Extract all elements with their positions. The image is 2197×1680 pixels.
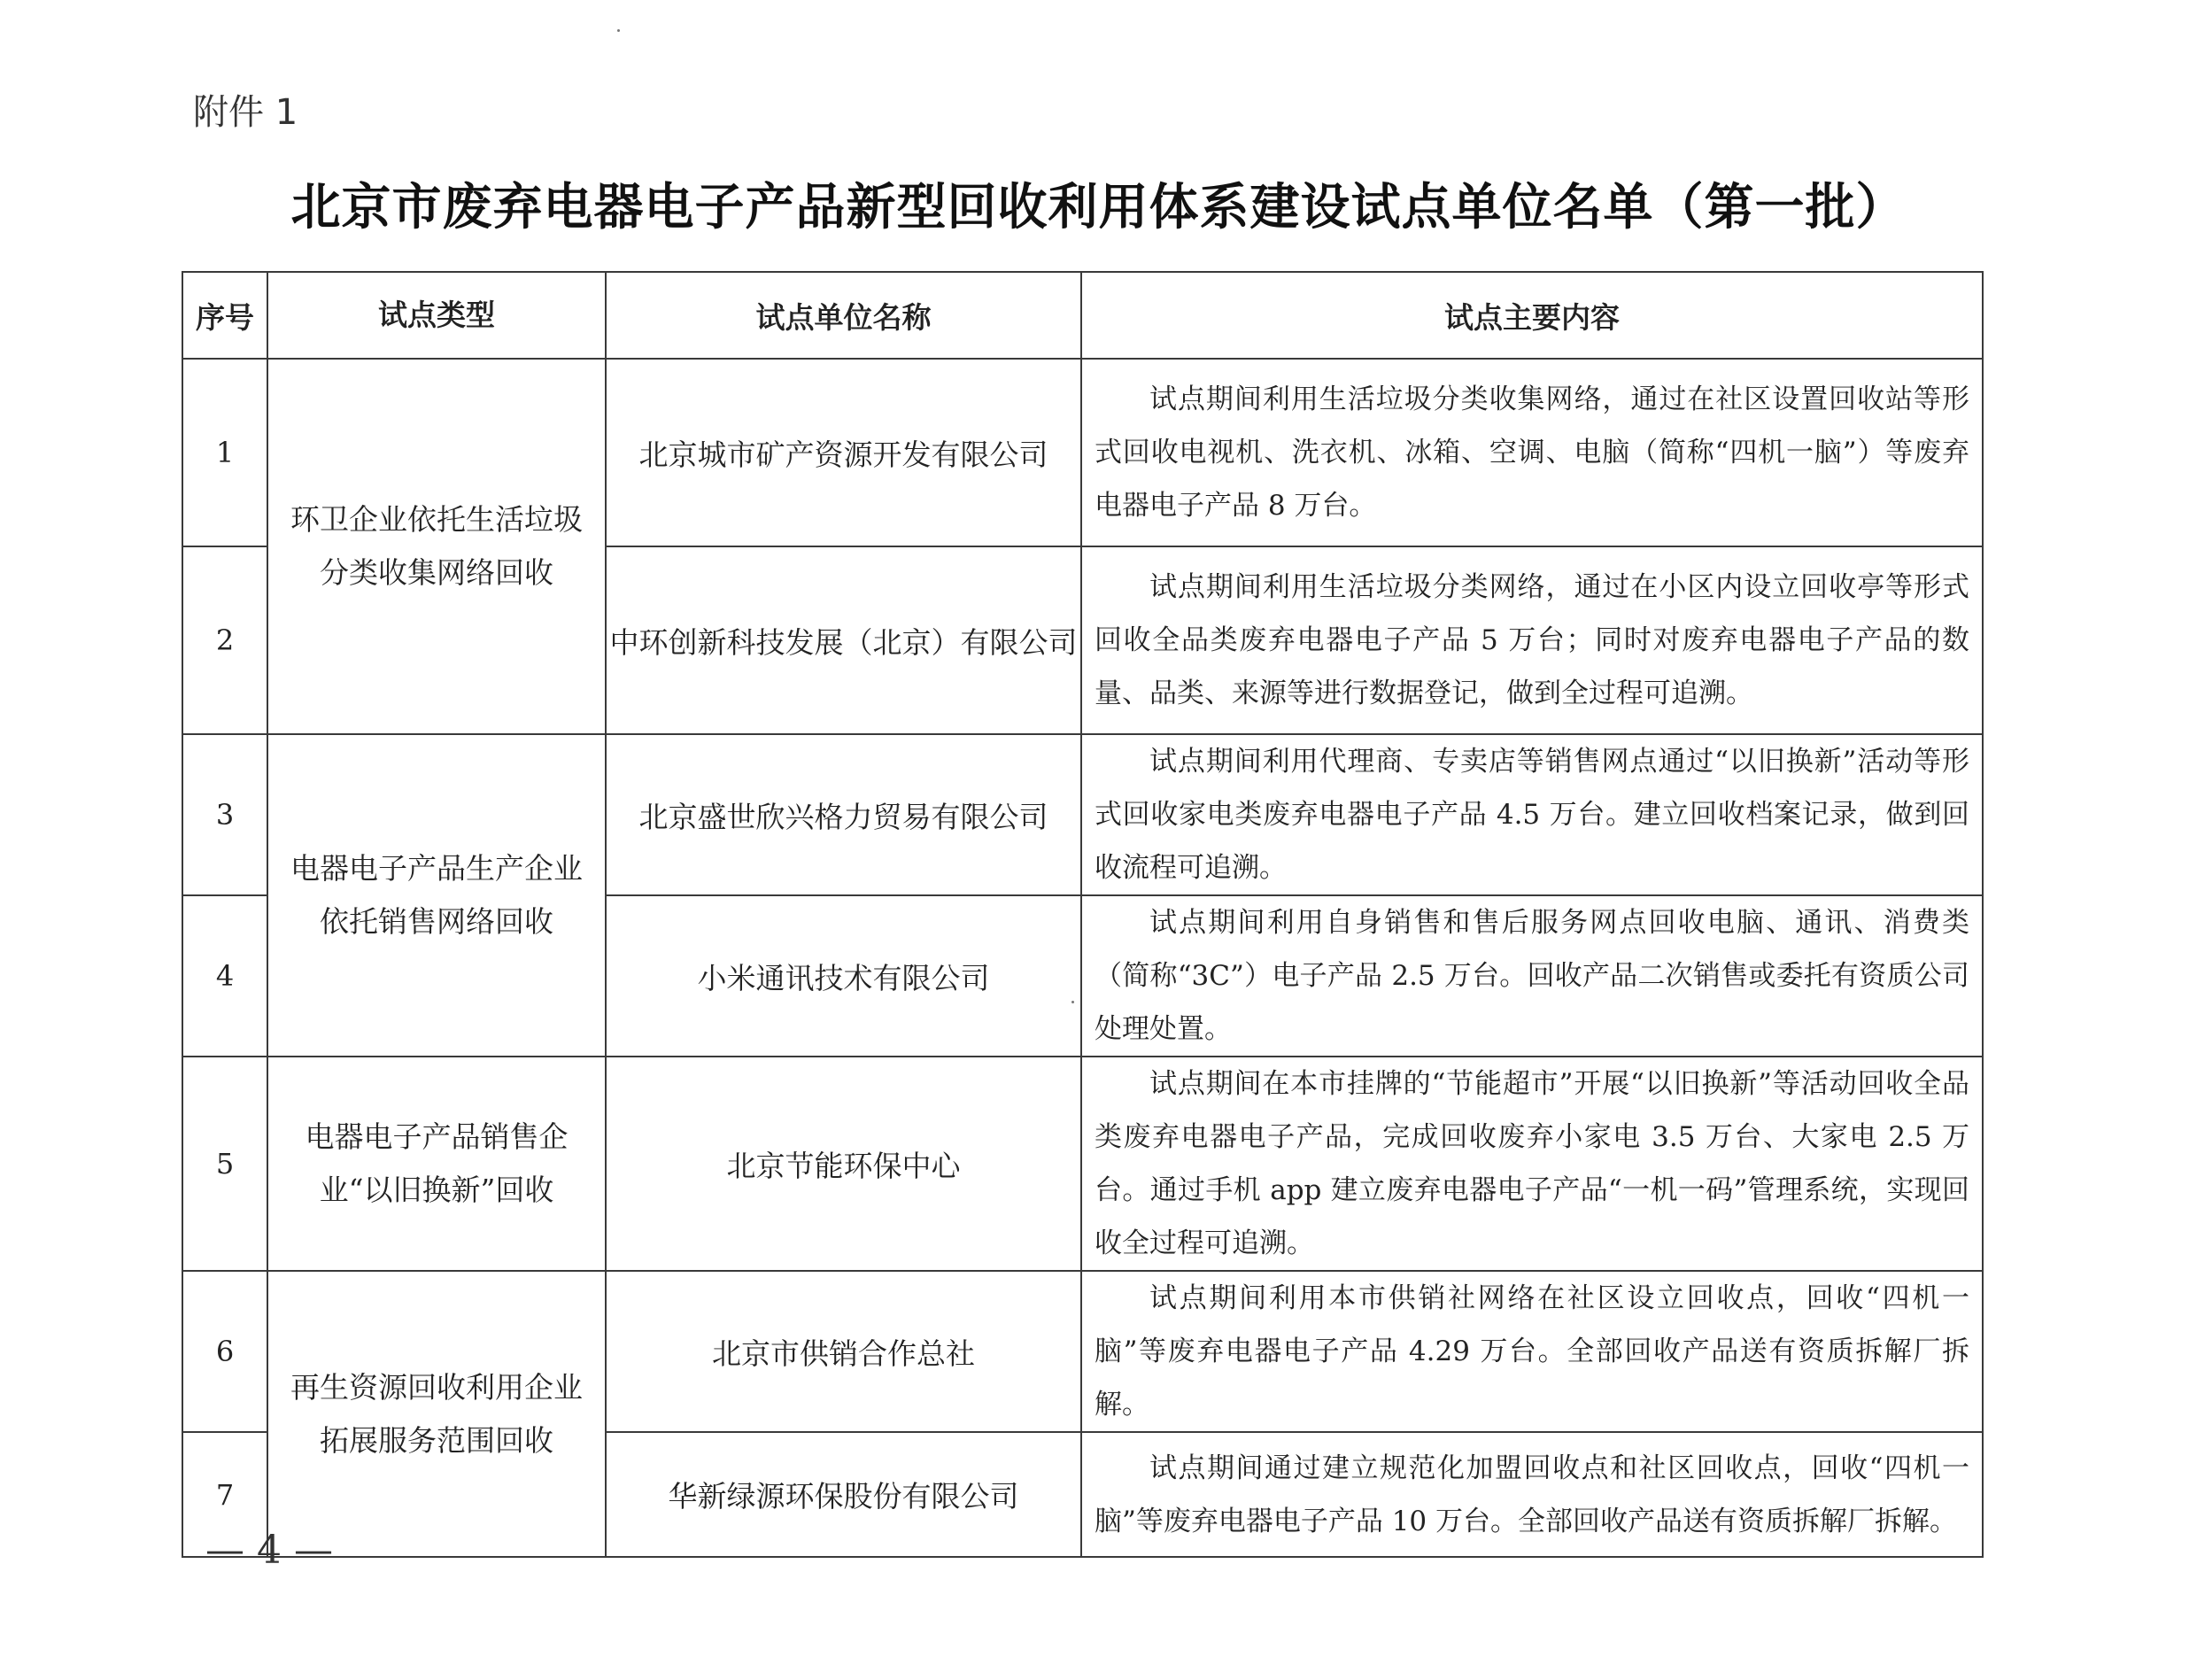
pilot-content: 试点期间利用自身销售和售后服务网点回收电脑、通讯、消费类（简称“3C”）电子产品 2.5 万台。回收产品二次销售或委托有资质公司处理处置。: [1081, 895, 1983, 1057]
table-row: [182, 359, 1983, 546]
unit-name: 华新绿源环保股份有限公司: [606, 1432, 1081, 1557]
pilot-type: 电器电子产品销售企业“以旧换新”回收: [267, 1057, 606, 1271]
table-row: [182, 1271, 1983, 1432]
row-number: 1: [182, 359, 267, 546]
unit-name: 北京节能环保中心: [606, 1057, 1081, 1271]
pilot-content: 试点期间利用代理商、专卖店等销售网点通过“以旧换新”活动等形式回收家电类废弃电器电子产品 4.5 万台。建立回收档案记录，做到回收流程可追溯。: [1081, 734, 1983, 895]
row-number: 7: [182, 1432, 267, 1557]
unit-name: 北京城市矿产资源开发有限公司: [606, 359, 1081, 546]
table-row: [182, 1057, 1983, 1271]
unit-name: 中环创新科技发展（北京）有限公司: [606, 546, 1081, 734]
scan-speck: [1071, 1001, 1074, 1003]
unit-name: 北京市供销合作总社: [606, 1271, 1081, 1432]
header-type: 试点类型: [267, 272, 606, 359]
document-title: 北京市废弃电器电子产品新型回收利用体系建设试点单位名单（第一批）: [290, 179, 1907, 236]
pilot-type: 再生资源回收利用企业拓展服务范围回收: [267, 1271, 606, 1557]
unit-name: 小米通讯技术有限公司: [606, 895, 1081, 1057]
pilot-content: 试点期间利用生活垃圾分类网络，通过在小区内设立回收亭等形式回收全品类废弃电器电子产品 5 万台；同时对废弃电器电子产品的数量、品类、来源等进行数据登记，做到全过程可追溯。: [1081, 546, 1983, 734]
pilot-content: 试点期间利用生活垃圾分类收集网络，通过在社区设置回收站等形式回收电视机、洗衣机、冰箱、空调、电脑（简称“四机一脑”）等废弃电器电子产品 8 万台。: [1081, 359, 1983, 546]
pilot-content: 试点期间利用本市供销社网络在社区设立回收点，回收“四机一脑”等废弃电器电子产品 4.29 万台。全部回收产品送有资质拆解厂拆解。: [1081, 1271, 1983, 1432]
header-no: 序号: [182, 272, 267, 359]
row-number: 5: [182, 1057, 267, 1271]
unit-name: 北京盛世欣兴格力贸易有限公司: [606, 734, 1081, 895]
attachment-label: 附件 1: [193, 92, 298, 133]
pilot-units-table: [182, 271, 1984, 1558]
pilot-type: 电器电子产品生产企业依托销售网络回收: [267, 734, 606, 1057]
scan-speck: [617, 29, 620, 32]
table-row: [182, 734, 1983, 895]
row-number: 4: [182, 895, 267, 1057]
row-number: 2: [182, 546, 267, 734]
header-content: 试点主要内容: [1081, 272, 1983, 359]
pilot-content: 试点期间在本市挂牌的“节能超市”开展“以旧换新”等活动回收全品类废弃电器电子产品，完成回收废弃小家电 3.5 万台、大家电 2.5 万台。通过手机 app 建立废弃电器电子产品“一机一码”管理系统，实现回收全过程可追溯。: [1081, 1057, 1983, 1271]
table-header-row: [182, 272, 1983, 359]
page-number: — 4 —: [205, 1528, 333, 1573]
pilot-content: 试点期间通过建立规范化加盟回收点和社区回收点，回收“四机一脑”等废弃电器电子产品 10 万台。全部回收产品送有资质拆解厂拆解。: [1081, 1432, 1983, 1557]
row-number: 6: [182, 1271, 267, 1432]
row-number: 3: [182, 734, 267, 895]
pilot-type: 环卫企业依托生活垃圾分类收集网络回收: [267, 359, 606, 734]
header-unit: 试点单位名称: [606, 272, 1081, 359]
